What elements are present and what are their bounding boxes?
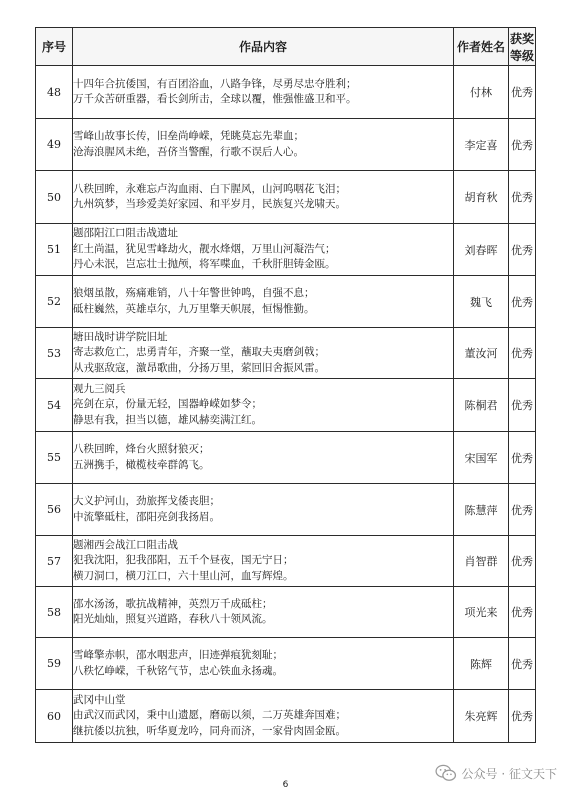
content-line: 横刀洞口，横刀江口，六十里山河，血写辉煌。 <box>73 569 294 582</box>
wechat-icon <box>435 764 457 782</box>
content-line: 八秩忆峥嵘，千秋铭气节，忠心铁血永扬魂。 <box>73 664 283 677</box>
content-line: 丹心未泯，岂忘壮士抛颅，将军喋血，千秋肝胆铸金瓯。 <box>73 258 336 271</box>
content-line: 万千众苦研重器，看长剑所击，全球以覆，惟强惟盛卫和平。 <box>73 93 357 105</box>
page-number: 6 <box>282 780 289 790</box>
row-author: 陈辉 <box>454 638 509 690</box>
row-award: 优秀 <box>509 66 536 119</box>
header-content: 作品内容 <box>73 28 454 66</box>
row-award: 优秀 <box>509 224 536 276</box>
content-line: 砥柱巍然，英雄卓尔，九万里擎天帜展，恒惕惟勤。 <box>73 302 315 315</box>
header-no: 序号 <box>36 28 73 66</box>
row-author: 宋国军 <box>454 432 509 484</box>
row-award: 优秀 <box>509 536 536 587</box>
row-author: 付林 <box>454 66 509 119</box>
table-row <box>36 536 536 587</box>
content-line: 寄志救危亡，忠勇青年，齐聚一堂，蘸取夫夷磨剑戟； <box>73 346 325 359</box>
row-award: 优秀 <box>509 638 536 690</box>
row-number: 54 <box>36 379 73 432</box>
row-number: 60 <box>36 690 73 743</box>
watermark-text: 公众号 · 征文天下 <box>461 766 557 781</box>
row-content <box>73 638 454 690</box>
row-award: 优秀 <box>509 690 536 743</box>
content-line: 狼烟虽散，殇痛难销，八十年警世钟鸣，自强不息； <box>73 287 315 299</box>
content-line: 邵水汤汤，歌抗战精神，英烈万千成砥柱； <box>73 597 273 610</box>
header-award-line1: 获奖 <box>509 31 534 46</box>
table-row <box>36 66 536 119</box>
row-award: 优秀 <box>509 432 536 484</box>
content-line: 八秩回眸，永难忘卢沟血雨、白下腥风，山河呜咽花飞泪； <box>73 182 346 195</box>
table-row <box>36 276 536 328</box>
row-content <box>73 690 454 743</box>
row-number: 49 <box>36 119 73 171</box>
awards-table <box>35 27 536 743</box>
row-author: 朱亮辉 <box>454 690 509 743</box>
row-number: 53 <box>36 328 73 379</box>
table-row <box>36 119 536 171</box>
row-author: 李定喜 <box>454 119 509 171</box>
content-line: 继抗倭以抗独，听华夏龙吟，同舟而济，一家骨肉固金瓯。 <box>73 724 346 737</box>
row-content <box>73 328 454 379</box>
row-content <box>73 171 454 224</box>
row-author: 肖智群 <box>454 536 509 587</box>
row-number: 48 <box>36 66 73 119</box>
row-content <box>73 379 454 432</box>
watermark <box>435 762 557 784</box>
row-award: 优秀 <box>509 484 536 536</box>
content-line: 亮剑在京，份量无轻，国器峥嵘如梦令； <box>73 398 262 411</box>
content-line: 八秩回眸，烽台火照豺狼灭； <box>73 443 210 455</box>
row-content <box>73 66 454 119</box>
content-line: 阳光灿灿，照复兴道路，春秋八十领风流。 <box>73 613 273 625</box>
row-content <box>73 484 454 536</box>
row-content <box>73 587 454 638</box>
row-number: 58 <box>36 587 73 638</box>
content-line: 五洲携手，橄榄枝牵群鸽飞。 <box>73 458 210 471</box>
content-line: 沧海浪腥风未绝，吾侪当警醒，行歌不误后人心。 <box>73 145 304 158</box>
header-award <box>509 28 536 66</box>
row-author: 胡育秋 <box>454 171 509 224</box>
table-row <box>36 379 536 432</box>
row-author: 刘春晖 <box>454 224 509 276</box>
content-line: 十四年合抗倭国，有百团浴血，八路争锋，尽勇尽忠夺胜利； <box>73 77 357 90</box>
content-line: 九州筑梦，当珍爱美好家园、和平岁月，民族复兴龙啸天。 <box>73 198 346 210</box>
table-row <box>36 690 536 743</box>
table-row <box>36 432 536 484</box>
row-content <box>73 432 454 484</box>
row-number: 50 <box>36 171 73 224</box>
content-line: 红土尚温，犹见雪峰劫火，靓水烽烟，万里山河凝浩气； <box>73 242 336 255</box>
row-number: 55 <box>36 432 73 484</box>
row-number: 51 <box>36 224 73 276</box>
row-author: 陈桐君 <box>454 379 509 432</box>
row-award: 优秀 <box>509 587 536 638</box>
row-award: 优秀 <box>509 171 536 224</box>
header-award-line2: 等级 <box>509 48 534 63</box>
content-line: 中流擎砥柱，邵阳亮剑我扬眉。 <box>73 510 220 523</box>
row-award: 优秀 <box>509 276 536 328</box>
table-row <box>36 328 536 379</box>
row-author: 董汝河 <box>454 328 509 379</box>
content-line: 雪峰山故事长传，旧垒尚峥嵘，凭眺莫忘先辈血； <box>73 130 304 142</box>
row-content <box>73 224 454 276</box>
content-line: 静思有我，担当以德，雄风赫奕满江红。 <box>73 413 262 426</box>
content-line: 由武汉而武冈，秉中山遗愿，磨砺以须，二万英雄奔国难； <box>73 709 346 722</box>
content-line: 武冈中山堂 <box>73 693 126 706</box>
table-row <box>36 638 536 690</box>
row-content <box>73 276 454 328</box>
row-number: 59 <box>36 638 73 690</box>
table-row <box>36 224 536 276</box>
row-number: 57 <box>36 536 73 587</box>
row-award: 优秀 <box>509 119 536 171</box>
row-author: 项光来 <box>454 587 509 638</box>
table-row <box>36 587 536 638</box>
content-line: 题邵阳江口阻击战遗址 <box>73 227 178 240</box>
row-award: 优秀 <box>509 328 536 379</box>
row-award: 优秀 <box>509 379 536 432</box>
content-line: 从戎驱敌寇，激昂歌曲，分扬万里，萦回旧舍振风雷。 <box>73 361 325 374</box>
content-line: 观九三阅兵 <box>73 382 126 395</box>
content-line: 雪峰擎赤帜，邵水咽悲声，旧迹弹痕犹刻耻； <box>73 649 283 661</box>
table-row <box>36 484 536 536</box>
content-line: 题湘西会战江口阻击战 <box>73 538 178 551</box>
row-content <box>73 119 454 171</box>
table-header-row <box>36 28 536 66</box>
content-line: 大义护河山，劲旅挥戈倭丧胆； <box>73 495 220 507</box>
row-content <box>73 536 454 587</box>
row-author: 魏飞 <box>454 276 509 328</box>
content-line: 塘田战时讲学院旧址 <box>73 330 168 343</box>
row-number: 56 <box>36 484 73 536</box>
row-author: 陈慧萍 <box>454 484 509 536</box>
content-line: 犯我沈阳，犯我邵阳，五千个昼夜，国无宁日； <box>73 554 294 567</box>
header-author: 作者姓名 <box>454 28 509 66</box>
row-number: 52 <box>36 276 73 328</box>
table-row <box>36 171 536 224</box>
